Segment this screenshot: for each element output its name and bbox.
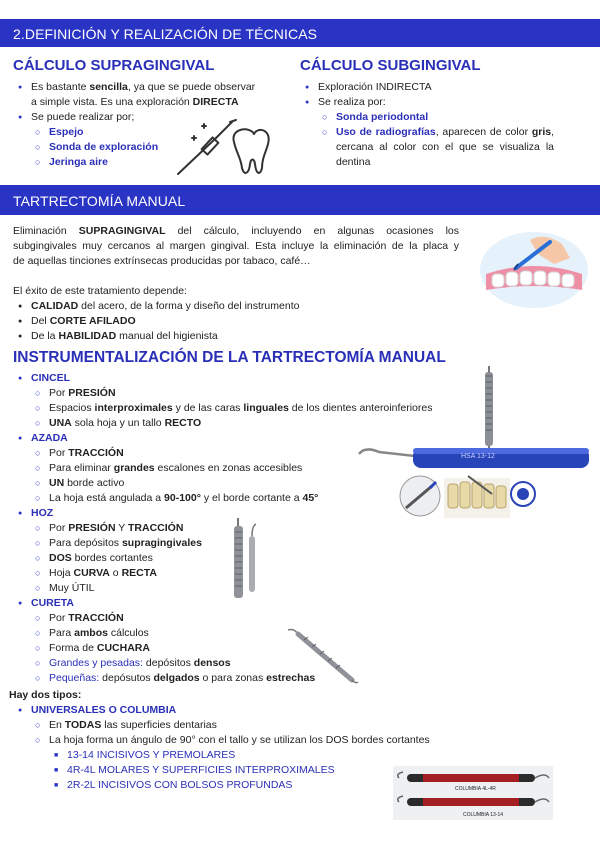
columbia-bottom-label: COLUMBIA 13-14 bbox=[463, 812, 504, 818]
sub-item: ○ En TODAS las superficies dentarias bbox=[9, 718, 479, 733]
sub-item: ○ Hoja CURVA o RECTA bbox=[13, 566, 483, 581]
list-item: ● CALIDAD del acero, de la forma y diseño del instrumento bbox=[0, 299, 588, 314]
list-item-continuation: a simple vista. Es una exploración DIRECTA bbox=[31, 96, 239, 108]
heading-instrumentalizacion: INSTRUMENTALIZACIÓN DE LA TARTRECTOMÍA MANUAL bbox=[13, 349, 446, 366]
columbia-type: ■ 4R-4L MOLARES Y SUPERFICIES INTERPROXIMALES bbox=[9, 763, 479, 778]
sub-item: ○ Espacios interproximales y de las caras linguales de los dientes anteroinferiores bbox=[13, 401, 483, 416]
azada-instrument-image bbox=[355, 442, 590, 474]
sub-item: ○ Jeringa aire bbox=[13, 155, 283, 170]
list-item: ● Se realiza por: bbox=[300, 95, 554, 110]
list-item: ● Es bastante sencilla, ya que se puede observar bbox=[13, 80, 283, 95]
columbia-type: ■ 13-14 INCISIVOS Y PREMOLARES bbox=[9, 748, 479, 763]
hoz-instrument-image bbox=[228, 516, 262, 604]
sub-item: ○ UN borde activo bbox=[13, 476, 483, 491]
sub-item: ○ La hoja está angulada a 90-100° y el borde cortante a 45° bbox=[13, 491, 483, 506]
sub-item: ○ Forma de CUCHARA bbox=[13, 641, 483, 656]
list-item: ● Del CORTE AFILADO bbox=[0, 314, 588, 329]
sub-item-continuation: dentina bbox=[336, 156, 371, 168]
sub-item: ○ Muy ÚTIL bbox=[13, 581, 483, 596]
sub-item-continuation: cercana al color con el que se visualiza la bbox=[336, 141, 554, 153]
list-item: ● De la HABILIDAD manual del higienista bbox=[0, 329, 588, 344]
list-item: ● Exploración INDIRECTA bbox=[300, 80, 554, 95]
sub-item: ○ Para eliminar grandes escalones en zonas accesibles bbox=[13, 461, 483, 476]
cureta-instrument-image bbox=[284, 626, 360, 686]
sub-item: ○ Para ambos cálculos bbox=[13, 626, 483, 641]
instrument-label: HSA 13-12 bbox=[461, 453, 495, 460]
type-universal: ● UNIVERSALES O COLUMBIA bbox=[9, 703, 479, 718]
sub-item: ○ Por TRACCIÓN bbox=[13, 446, 483, 461]
sub-item: ○ La hoja forma un ángulo de 90° con el tallo y se utilizan los DOS bordes cortantes bbox=[9, 733, 479, 748]
sub-item: ○ Pequeñas: depósutos delgados o para zonas estrechas bbox=[13, 671, 483, 686]
tooth-probe-icon bbox=[172, 118, 272, 180]
instrument-hoz: ● HOZ bbox=[13, 506, 483, 521]
types-label: Hay dos tipos: bbox=[9, 689, 82, 701]
sub-item: ○ Sonda de exploración bbox=[13, 140, 283, 155]
cincel-instrument-image bbox=[478, 364, 500, 452]
columbia-type: ■ 2R-2L INCISIVOS CON BOLSOS PROFUNDAS bbox=[9, 778, 479, 793]
heading-subgingival: CÁLCULO SUBGINGIVAL bbox=[300, 57, 481, 74]
intro-paragraph: Eliminación SUPRAGINGIVAL del cálculo, incluyendo en algunas ocasiones los subgingivales muy cercanos al margen gingival. Esta incluye la eliminación de la placa y de aquellas tinciones extrínsecas producidas por tabaco, café… bbox=[13, 225, 459, 267]
sub-item: ○ Por PRESIÓN bbox=[13, 386, 483, 401]
success-factors: El éxito de este tratamiento depende: ● CALIDAD del acero, de la forma y diseño del instrumento ● Del CORTE AFILADO ● De la HABILIDAD manual del higienista bbox=[13, 284, 588, 344]
sub-item: ○ Espejo bbox=[13, 125, 283, 140]
section-title: 2.DEFINICIÓN Y REALIZACIÓN DE TÉCNICAS bbox=[13, 26, 318, 42]
section-title: TARTRECTOMÍA MANUAL bbox=[13, 193, 186, 209]
list-item: ● Se puede realizar por; bbox=[13, 110, 283, 125]
sub-item: ○ Uso de radiografías, aparecen de color gris, bbox=[300, 125, 554, 140]
instrument-azada: ● AZADA bbox=[13, 431, 483, 446]
columbia-top-label: COLUMBIA 4L-4R bbox=[455, 786, 496, 792]
subgingival-list bbox=[300, 80, 554, 170]
sub-item: ○ UNA sola hoja y un tallo RECTO bbox=[13, 416, 483, 431]
section-header-tecnicas bbox=[0, 19, 600, 47]
columbia-curettes-photo bbox=[393, 766, 553, 820]
section-header-tartrectomia bbox=[0, 185, 600, 215]
instrument-cincel: ● CINCEL bbox=[13, 371, 483, 386]
sub-item: ○ Por TRACCIÓN bbox=[13, 611, 483, 626]
heading-supragingival: CÁLCULO SUPRAGINGIVAL bbox=[13, 57, 215, 74]
sub-item: ○ Grandes y pesadas: depósitos densos bbox=[13, 656, 483, 671]
sub-item: ○ Sonda periodontal bbox=[300, 110, 554, 125]
instrument-cureta: ● CURETA bbox=[13, 596, 483, 611]
sub-item: ○ Para depósitos supragingivales bbox=[13, 536, 483, 551]
sub-item: ○ DOS bordes cortantes bbox=[13, 551, 483, 566]
sub-item: ○ Por PRESIÓN Y TRACCIÓN bbox=[13, 521, 483, 536]
azada-detail-photo bbox=[398, 474, 538, 520]
